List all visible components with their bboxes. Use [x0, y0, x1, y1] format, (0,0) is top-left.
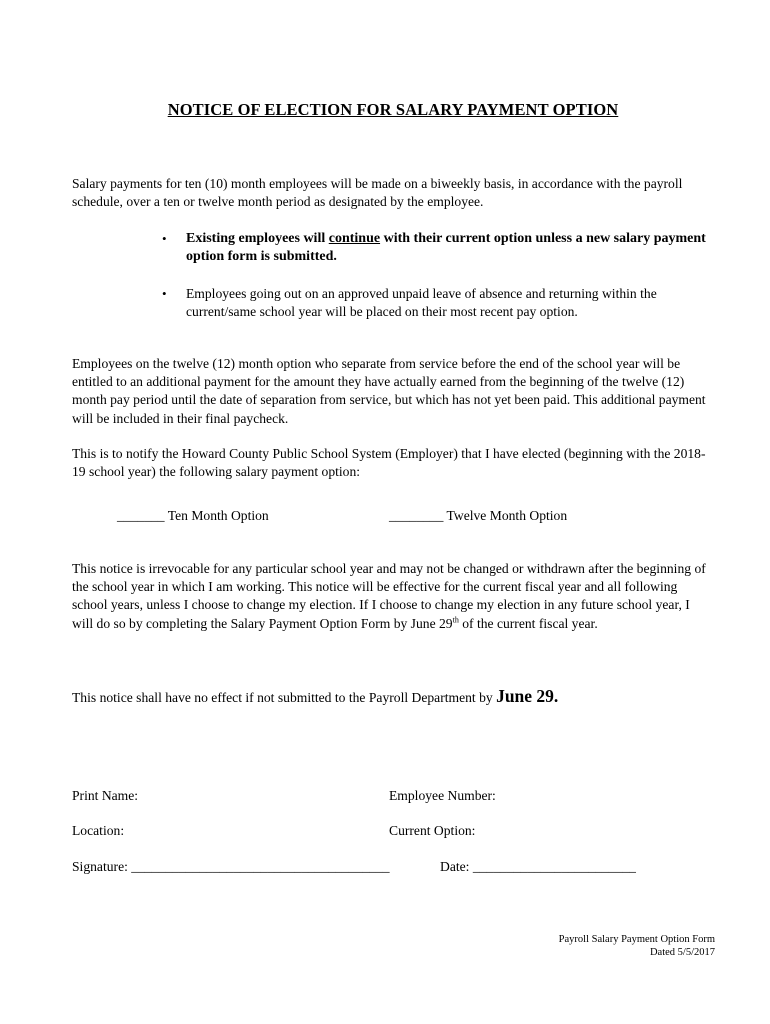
print-name-field[interactable]: Print Name:	[72, 788, 139, 803]
irrevocable-tail: of the current fiscal year.	[458, 615, 598, 631]
bullet-dot-icon: •	[162, 231, 167, 246]
irrevocable-paragraph	[72, 560, 712, 633]
bullet-text-pre: Existing employees will	[186, 231, 329, 246]
form-footer	[559, 933, 715, 959]
twelve-month-paragraph: Employees on the twelve (12) month option who separate from service before the end of the school year will be entitled to an additional payment for the amount they have actually earned from the beginning of the twelve (12) month pay period until the date of separation from service, but which has not yet been paid. This additional payment will be included in their final paycheck.	[72, 356, 706, 426]
notify-paragraph: This is to notify the Howard County Public School System (Employer) that I have elected (beginning with the 2018-19 school year) the following salary payment option:	[72, 446, 706, 480]
footer-form-name: Payroll Salary Payment Option Form	[558, 934, 715, 945]
bullet-existing-employees-text	[186, 230, 716, 266]
twelve-month-option[interactable]: ________ Twelve Month Option	[389, 508, 568, 523]
bullet-text-emphasis: continue	[328, 231, 381, 246]
page-title: NOTICE OF ELECTION FOR SALARY PAYMENT OPTION	[167, 100, 619, 119]
signature-field[interactable]: Signature: ______________________________________	[72, 859, 390, 874]
irrevocable-text: This notice is irrevocable for any particular school year and may not be changed or withdrawn after the beginning of the school year in which I am working. This notice will be effective for the current fiscal year and all following school years, unless I choose to change my election. If I choose to change my election in any future school year, I will do so by completing the Salary Payment Option Form by June 29	[72, 561, 706, 631]
date-field[interactable]: Date: ________________________	[440, 859, 636, 874]
deadline-notice	[72, 686, 558, 707]
bullet-leave-of-absence-text: Employees going out on an approved unpaid leave of absence and returning within the current/same school year will be placed on their most recent pay option.	[186, 286, 657, 320]
location-field[interactable]: Location:	[72, 823, 125, 838]
footer-date: Dated 5/5/2017	[649, 947, 715, 958]
deadline-text: This notice shall have no effect if not submitted to the Payroll Department by	[72, 690, 497, 705]
irrevocable-superscript: th	[452, 615, 459, 625]
ten-month-option[interactable]: _______ Ten Month Option	[117, 508, 269, 523]
deadline-date: June 29.	[496, 686, 559, 706]
bullet-dot-icon: •	[162, 286, 167, 301]
intro-paragraph: Salary payments for ten (10) month employees will be made on a biweekly basis, in accordance with the payroll schedule, over a ten or twelve month period as designated by the employee.	[72, 176, 683, 210]
bullet-text-post: with their current option unless a new salary payment option form is submitted.	[186, 231, 706, 265]
current-option-field[interactable]: Current Option:	[389, 823, 476, 838]
employee-number-field[interactable]: Employee Number:	[389, 788, 496, 803]
